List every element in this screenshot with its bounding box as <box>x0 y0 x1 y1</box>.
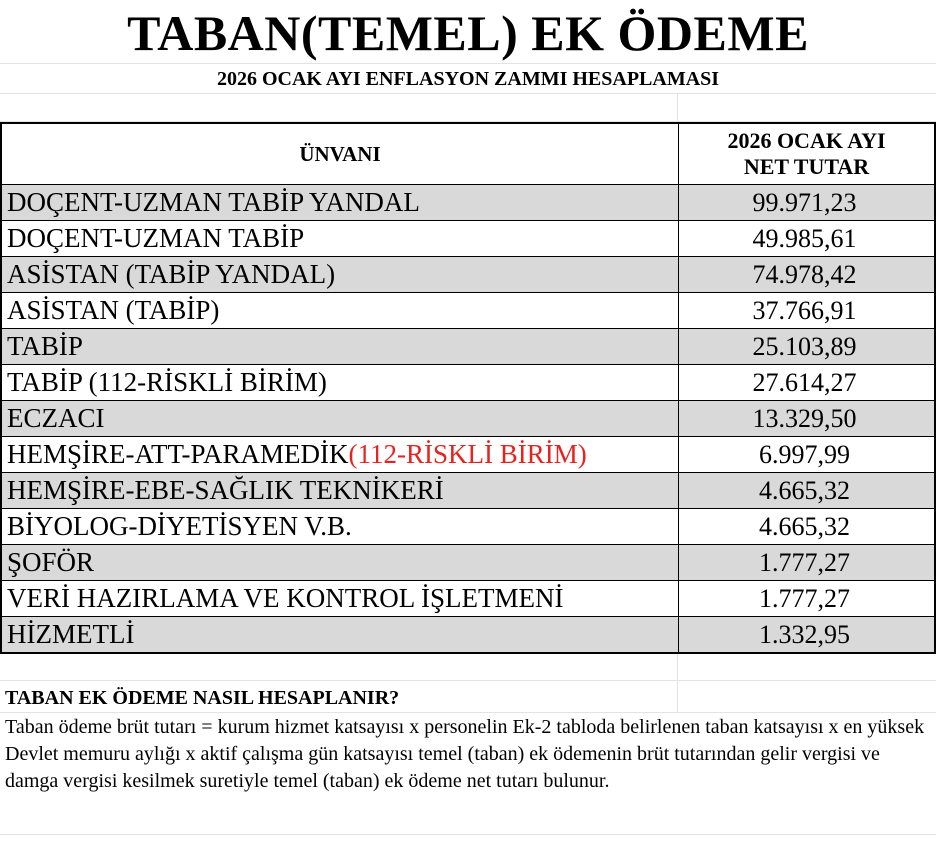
row-title-text: BİYOLOG-DİYETİSYEN V.B. <box>7 511 352 541</box>
row-amount: 25.103,89 <box>752 332 857 361</box>
row-title-text: ASİSTAN (TABİP YANDAL) <box>7 259 336 289</box>
row-title <box>2 509 679 544</box>
row-title <box>2 293 679 328</box>
table-row <box>2 545 934 581</box>
table-body <box>2 185 934 652</box>
row-amount: 1.332,95 <box>759 620 850 649</box>
row-title <box>2 257 679 292</box>
howto-body: Taban ödeme brüt tutarı = kurum hizmet katsayısı x personelin Ek-2 tabloda belirlenen taban katsayısı x en yüksek Devlet memuru aylığı x aktif çalışma gün katsayısı temel (taban) ek ödemenin brüt tutarından gelir vergisi ve damga vergisi kesilmek suretiyle temel (taban) ek ödeme net tutarı bulunur. <box>5 716 925 792</box>
table-row <box>2 617 934 652</box>
row-title <box>2 473 679 508</box>
row-amount: 4.665,32 <box>759 476 850 505</box>
row-title-text: DOÇENT-UZMAN TABİP YANDAL <box>7 187 420 217</box>
page-title: TABAN(TEMEL) EK ÖDEME <box>127 5 809 61</box>
row-title-text: ECZACI <box>7 403 105 433</box>
table-row <box>2 293 934 329</box>
table-row <box>2 221 934 257</box>
column-header-amount <box>679 124 934 184</box>
row-title-text: ŞOFÖR <box>7 547 95 577</box>
gridline <box>677 654 678 712</box>
table-row <box>2 185 934 221</box>
row-title-text: TABİP <box>7 331 83 361</box>
row-title <box>2 617 679 652</box>
row-amount: 1.777,27 <box>759 548 850 577</box>
row-title-text: HİZMETLİ <box>7 619 135 649</box>
row-title <box>2 581 679 616</box>
table-row <box>2 401 934 437</box>
gridline <box>677 94 678 122</box>
table-row <box>2 473 934 509</box>
row-amount: 27.614,27 <box>752 368 857 397</box>
row-title-text: ASİSTAN (TABİP) <box>7 295 220 325</box>
row-title <box>2 545 679 580</box>
row-title-text: VERİ HAZIRLAMA VE KONTROL İŞLETMENİ <box>7 583 564 613</box>
row-title <box>2 185 679 220</box>
page-subtitle: 2026 OCAK AYI ENFLASYON ZAMMI HESAPLAMASI <box>216 68 720 90</box>
table-row <box>2 365 934 401</box>
gridline <box>0 712 936 713</box>
gridline <box>0 680 936 681</box>
row-title-text: HEMŞİRE-EBE-SAĞLIK TEKNİKERİ <box>7 475 444 505</box>
row-title <box>2 365 679 400</box>
row-title-text: HEMŞİRE-ATT-PARAMEDİK <box>7 439 349 469</box>
row-amount: 99.971,23 <box>752 188 857 217</box>
table-row <box>2 257 934 293</box>
row-amount: 37.766,91 <box>752 296 857 325</box>
howto-heading: TABAN EK ÖDEME NASIL HESAPLANIR? <box>5 687 400 709</box>
row-title <box>2 329 679 364</box>
column-header-title: ÜNVANI <box>2 124 679 184</box>
table-header <box>2 124 934 185</box>
row-amount: 74.978,42 <box>752 260 857 289</box>
row-title <box>2 221 679 256</box>
row-title-text: TABİP (112-RİSKLİ BİRİM) <box>7 367 327 397</box>
row-title-text: DOÇENT-UZMAN TABİP <box>7 223 305 253</box>
row-amount: 6.997,99 <box>759 440 850 469</box>
row-title <box>2 401 679 436</box>
gridline <box>0 834 936 835</box>
row-amount: 49.985,61 <box>752 224 857 253</box>
table-row <box>2 581 934 617</box>
column-header-amount-line2: NET TUTAR <box>743 154 870 179</box>
row-amount: 4.665,32 <box>759 512 850 541</box>
row-title-note: (112-RİSKLİ BİRİM) <box>348 439 587 469</box>
column-header-amount-line1: 2026 OCAK AYI <box>727 128 886 153</box>
payment-table <box>0 122 936 654</box>
row-title <box>2 437 679 472</box>
table-row <box>2 509 934 545</box>
table-row <box>2 329 934 365</box>
table-row <box>2 437 934 473</box>
row-amount: 13.329,50 <box>752 404 857 433</box>
row-amount: 1.777,27 <box>759 584 850 613</box>
